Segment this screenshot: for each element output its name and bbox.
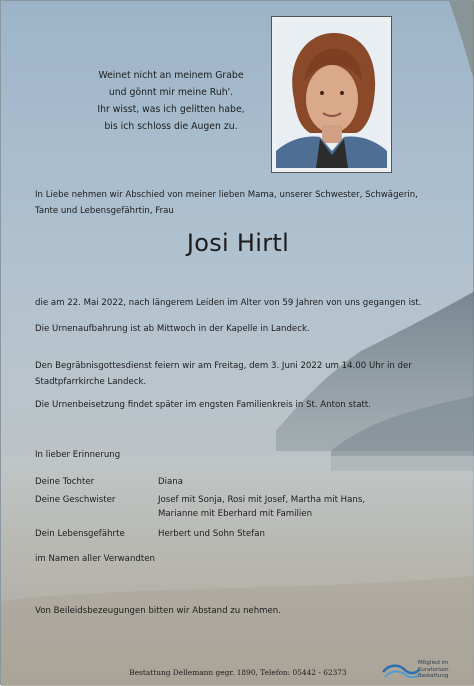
portrait-frame	[271, 16, 392, 173]
service-line: Stadtpfarrkirche Landeck.	[35, 377, 147, 387]
relative-label-siblings: Deine Geschwister	[35, 495, 116, 505]
relative-label-partner: Dein Lebensgefährte	[35, 529, 125, 539]
relative-value-line: Diana	[158, 477, 183, 487]
relative-value-line: Herbert und Sohn Stefan	[158, 529, 265, 539]
memory-heading: In lieber Erinnerung	[35, 450, 121, 460]
relative-value-siblings	[158, 493, 365, 521]
death-notice: die am 22. Mai 2022, nach längerem Leiden im Alter von 59 Jahren von uns gegangen ist.	[35, 298, 422, 308]
all-relatives-note: im Namen aller Verwandten	[35, 554, 155, 564]
membership-label	[418, 660, 474, 680]
urn-burial-notice: Die Urnenbeisetzung findet später im engsten Familienkreis in St. Anton statt.	[35, 400, 372, 410]
relative-value-partner	[158, 527, 265, 541]
relative-value-line: Marianne mit Eberhard mit Familien	[158, 509, 313, 519]
logo-line: Mitglied im	[418, 660, 449, 666]
funeral-service-notice	[35, 358, 455, 390]
poem-line: Weinet nicht an meinem Grabe	[98, 70, 244, 81]
funeral-home-footer: Bestattung Dellemann gegr. 1890, Telefon: 05442 - 62373	[129, 668, 347, 677]
relative-value-daughter	[158, 475, 183, 489]
relative-value-line: Josef mit Sonja, Rosi mit Josef, Martha mit Hans,	[158, 495, 366, 505]
logo-line: Kuratorium Bestattung	[418, 666, 449, 679]
farewell-intro	[35, 187, 455, 219]
intro-line: Tante und Lebensgefährtin, Frau	[35, 206, 174, 216]
service-line: Den Begräbnisgottesdienst feiern wir am Freitag, dem 3. Juni 2022 um 14.00 Uhr in der	[35, 361, 412, 371]
deceased-name: Josi Hirtl	[186, 229, 290, 257]
poem-line: Ihr wisst, was ich gelitten habe,	[97, 104, 245, 115]
poem-line: und gönnt mir meine Ruh'.	[108, 87, 234, 98]
relative-label-daughter: Deine Tochter	[35, 477, 95, 487]
portrait-photo	[276, 21, 387, 168]
urn-viewing-notice: Die Urnenaufbahrung ist ab Mittwoch in der Kapelle in Landeck.	[35, 324, 310, 334]
poem-line: bis ich schloss die Augen zu.	[104, 121, 238, 132]
condolences-note: Von Beileidsbezeugungen bitten wir Abstand zu nehmen.	[35, 606, 281, 616]
memorial-poem	[71, 67, 271, 135]
portrait-illustration	[276, 21, 387, 168]
intro-line: In Liebe nehmen wir Abschied von meiner lieben Mama, unserer Schwester, Schwägerin,	[35, 190, 418, 200]
